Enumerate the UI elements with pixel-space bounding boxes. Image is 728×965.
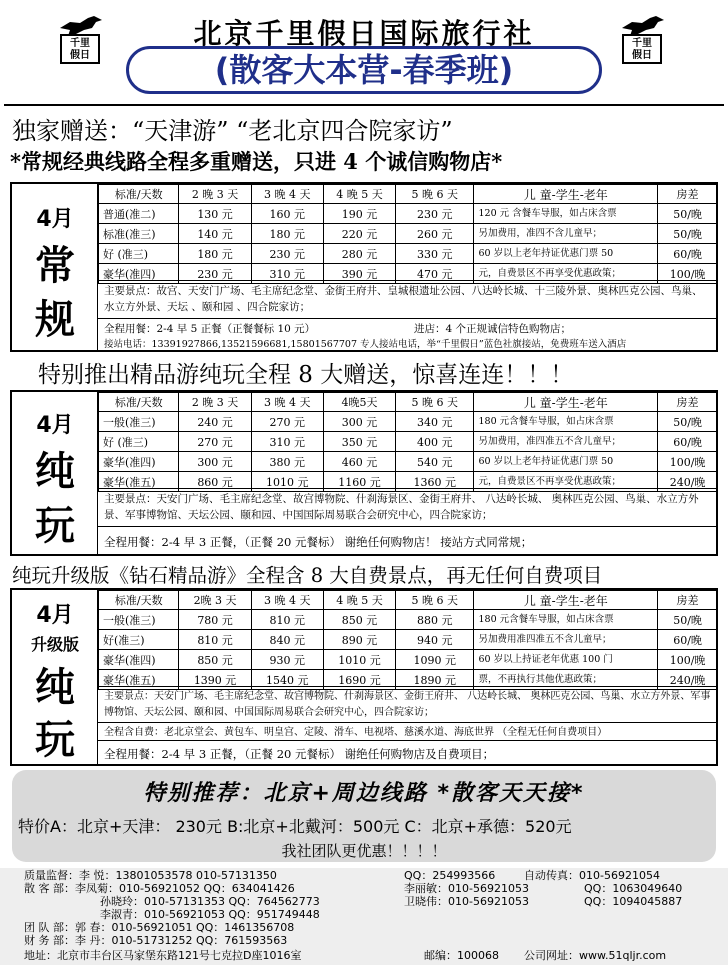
label-char: 规 xyxy=(35,297,75,343)
table-cell: 好(准三) xyxy=(99,630,179,650)
table-header: 3 晚 4 天 xyxy=(251,591,323,610)
table-row xyxy=(99,412,718,432)
contact-text: 质量监督：李 悦：13801053578 010-57131350 xyxy=(24,869,277,882)
label-month: 4月 xyxy=(36,413,74,438)
table-cell: 270 元 xyxy=(179,432,251,452)
agency-subtitle: (散客大本营-春季班) xyxy=(126,46,602,94)
contact-text: 孙晓玲：010-57131353 QQ：764562773 xyxy=(100,895,320,908)
table-cell: 140 元 xyxy=(179,224,251,244)
section-regular xyxy=(10,182,718,352)
label-upgrade: 升级版 xyxy=(30,635,79,654)
table-cell: 840 元 xyxy=(251,630,323,650)
table-cell: 940 元 xyxy=(396,630,474,650)
table-row xyxy=(99,224,718,244)
label-month: 4月 xyxy=(36,207,74,232)
promo-group-note: 我社团队更优惠！！！！ xyxy=(281,842,447,860)
section-premium xyxy=(10,588,718,766)
agency-title: 北京千里假日国际旅行社 xyxy=(193,17,535,50)
table-cell: 1690 元 xyxy=(323,670,395,690)
table-cell: 270 元 xyxy=(251,412,323,432)
table-header: 3 晚 4 天 xyxy=(251,393,323,412)
section-pure xyxy=(10,390,718,556)
label-char: 玩 xyxy=(35,717,75,763)
table-cell: 810 元 xyxy=(179,630,251,650)
table-cell: 100/晚 xyxy=(658,650,718,670)
table-row xyxy=(99,244,718,264)
kid-policy-line: 另加费用，准四准五不含儿童早； xyxy=(474,432,658,452)
table-header: 房差 xyxy=(658,393,718,412)
table-header: 2 晚 3 天 xyxy=(179,185,251,204)
table-cell: 1160 元 xyxy=(323,472,395,492)
contact-text: QQ：254993566 xyxy=(404,869,496,882)
kid-policy-line: 票，不再执行其他优惠政策； xyxy=(474,670,658,690)
table-cell: 230 元 xyxy=(396,204,474,224)
contact-row xyxy=(0,922,728,934)
website-link[interactable]: 公司网址：www.51qljr.com xyxy=(524,949,667,962)
table-cell: 860 元 xyxy=(179,472,251,492)
table-cell: 一般(准三) xyxy=(99,412,179,432)
divider xyxy=(4,104,724,106)
table-header: 3 晚 4 天 xyxy=(251,185,323,204)
table-cell: 460 元 xyxy=(323,452,395,472)
label-month: 4月 xyxy=(36,603,74,628)
self-pay-text: 全程含自费：老北京堂会、黄包车、明皇宫、定陵、滑车、电视塔、慈溪水道、海底世界 （全程无任何自费项目） xyxy=(98,722,718,740)
meals-text: 全程用餐：2-4 早 3 正餐，（正餐 20 元餐标） 谢绝任何购物店！ 接站方式同常规； xyxy=(98,526,718,556)
table-cell: 310 元 xyxy=(251,264,323,284)
table-cell: 340 元 xyxy=(396,412,474,432)
table-header-row xyxy=(99,185,718,204)
table-cell: 300 元 xyxy=(323,412,395,432)
table-cell: 50/晚 xyxy=(658,224,718,244)
table-cell: 50/晚 xyxy=(658,204,718,224)
contact-row xyxy=(0,870,728,882)
table-cell: 100/晚 xyxy=(658,452,718,472)
section-premium-label xyxy=(12,590,98,764)
kid-policy-line: 元，自费景区不再享受优惠政策； xyxy=(474,264,658,284)
table-cell: 豪华(准五) xyxy=(99,670,179,690)
table-header-row xyxy=(99,393,718,412)
contact-text: 团 队 部：郭 春：010-56921051 QQ：1461356708 xyxy=(24,921,295,934)
table-cell: 标准(准三) xyxy=(99,224,179,244)
table-row xyxy=(99,432,718,452)
contact-text: 自动传真：010-56921054 xyxy=(524,869,660,882)
table-cell: 280 元 xyxy=(323,244,395,264)
classic-route-banner: *常规经典线路全程多重赠送，只进 4 个诚信购物店* xyxy=(10,149,503,174)
label-char: 纯 xyxy=(35,449,75,495)
table-cell: 300 元 xyxy=(179,452,251,472)
kid-policy-line: 60 岁以上老年持证优惠门票 50 xyxy=(474,452,658,472)
table-header: 儿 童-学生-老年 xyxy=(474,591,658,610)
table-header: 标准/天数 xyxy=(99,591,179,610)
price-table-pure xyxy=(98,392,718,492)
table-cell: 130 元 xyxy=(179,204,251,224)
table-cell: 220 元 xyxy=(323,224,395,244)
contact-row xyxy=(0,909,728,921)
table-cell: 1360 元 xyxy=(396,472,474,492)
table-header: 标准/天数 xyxy=(99,185,179,204)
table-cell: 50/晚 xyxy=(658,610,718,630)
table-cell: 810 元 xyxy=(251,610,323,630)
table-cell: 880 元 xyxy=(396,610,474,630)
table-cell: 890 元 xyxy=(323,630,395,650)
table-cell: 1010 元 xyxy=(323,650,395,670)
table-cell: 一般(准三) xyxy=(99,610,179,630)
table-cell: 1540 元 xyxy=(251,670,323,690)
table-row xyxy=(99,204,718,224)
table-cell: 好 (准三) xyxy=(99,244,179,264)
table-header: 4 晚 5 天 xyxy=(323,185,395,204)
table-cell: 普通(准二) xyxy=(99,204,179,224)
meals-and-pickup xyxy=(98,318,718,352)
table-cell: 160 元 xyxy=(251,204,323,224)
contact-text: 散 客 部：李凤菊：010-56921052 QQ：634041426 xyxy=(24,882,295,895)
table-cell: 1090 元 xyxy=(396,650,474,670)
kid-policy-line: 60 岁以上持证老年优惠 100 门 xyxy=(474,650,658,670)
promo-headline: 特别推荐：北京+周边线路 *散客天天接* xyxy=(143,781,585,806)
table-header: 标准/天数 xyxy=(99,393,179,412)
table-cell: 380 元 xyxy=(251,452,323,472)
table-cell: 1890 元 xyxy=(396,670,474,690)
contact-text: QQ：1063049640 xyxy=(584,882,683,895)
table-cell: 1390 元 xyxy=(179,670,251,690)
table-cell: 400 元 xyxy=(396,432,474,452)
section-pure-label xyxy=(12,392,98,554)
table-cell: 330 元 xyxy=(396,244,474,264)
table-cell: 好 (准三) xyxy=(99,432,179,452)
table-cell: 豪华(准四) xyxy=(99,452,179,472)
contact-text: 李淑青：010-56921053 QQ：951749448 xyxy=(100,908,320,921)
pickup-text: 接站电话：13391927866,13521596681,15801567707 专人接站电话，举“千里假日”蓝色社旗接站，免费班车送入酒店 xyxy=(104,339,627,350)
table-row xyxy=(99,630,718,650)
table-header: 2晚 3 天 xyxy=(179,591,251,610)
logo-text: 千里 假日 xyxy=(60,34,100,64)
table-cell: 60/晚 xyxy=(658,630,718,650)
table-header: 5 晚 6 天 xyxy=(396,393,474,412)
kid-policy-line: 120 元 含餐车导服，如占床含票 xyxy=(474,204,658,224)
table-cell: 230 元 xyxy=(179,264,251,284)
table-cell: 豪华(准四) xyxy=(99,650,179,670)
table-row xyxy=(99,452,718,472)
table-header: 4晚5天 xyxy=(323,393,395,412)
table-cell: 180 元 xyxy=(179,244,251,264)
table-cell: 540 元 xyxy=(396,452,474,472)
table-cell: 930 元 xyxy=(251,650,323,670)
table-cell: 240/晚 xyxy=(658,670,718,690)
meals-text: 全程用餐：2-4 早 5 正餐（正餐餐标 10 元） xyxy=(104,323,316,335)
boutique-banner: 特别推出精品游纯玩全程 8 大赠送，惊喜连连！！！ xyxy=(38,362,574,388)
contact-text: 卫晓伟：010-56921053 xyxy=(404,895,529,908)
table-cell: 850 元 xyxy=(323,610,395,630)
label-char: 玩 xyxy=(35,503,75,549)
table-header: 2 晚 3 天 xyxy=(179,393,251,412)
contact-row xyxy=(0,935,728,947)
table-cell: 豪华(准五) xyxy=(99,472,179,492)
table-cell: 240 元 xyxy=(179,412,251,432)
table-cell: 240/晚 xyxy=(658,472,718,492)
price-table-premium xyxy=(98,590,718,690)
table-header: 房差 xyxy=(658,185,718,204)
table-cell: 780 元 xyxy=(179,610,251,630)
meals-text: 全程用餐：2-4 早 3 正餐，（正餐 20 元餐标） 谢绝任何购物店及自费项目； xyxy=(98,740,718,766)
kid-policy-line: 60 岁以上老年持证优惠门票 50 xyxy=(474,244,658,264)
table-cell: 260 元 xyxy=(396,224,474,244)
shops-text: 进店：4 个正规诚信特色购物店； xyxy=(414,323,572,335)
contact-row xyxy=(0,883,728,895)
exclusive-gift-banner: 独家赠送：“天津游” “老北京四合院家访” xyxy=(12,117,453,145)
table-cell: 50/晚 xyxy=(658,412,718,432)
table-cell: 60/晚 xyxy=(658,244,718,264)
table-row xyxy=(99,650,718,670)
postcode-text: 邮编：100068 xyxy=(424,949,499,962)
contact-row xyxy=(0,896,728,908)
table-header: 儿 童-学生-老年 xyxy=(474,393,658,412)
contact-row xyxy=(0,950,728,962)
table-header: 房差 xyxy=(658,591,718,610)
kid-policy-line: 元，自费景区不再享受优惠政策； xyxy=(474,472,658,492)
section-regular-label xyxy=(12,184,98,350)
table-cell: 310 元 xyxy=(251,432,323,452)
kid-policy-line: 另加费用准四准五不含儿童早； xyxy=(474,630,658,650)
kid-policy-line: 180 元含餐车导服，如占床含票 xyxy=(474,610,658,630)
table-cell: 180 元 xyxy=(251,224,323,244)
price-table-regular xyxy=(98,184,718,284)
sights-text: 主要景点：故宫、天安门广场、毛主席纪念堂、金街王府井、皇城根遗址公园、八达岭长城、十三陵外景、奥林匹克公园、鸟巢、水立方外景、天坛 、颐和园 、四合院家访； xyxy=(98,280,718,318)
table-header: 5 晚 6 天 xyxy=(396,591,474,610)
table-cell: 230 元 xyxy=(251,244,323,264)
sights-text: 主要景点：天安门广场、毛主席纪念堂、故宫博物院、什刹海景区、金街王府井、 八达岭长城、 奥林匹克公园、鸟巢、水立方外景、军事博物馆、天坛公园、颐和园、中国国际周易联合会研究中心，四合院家访； xyxy=(98,488,718,526)
address-text: 地址：北京市丰台区马家堡东路121号七克拉D座1016室 xyxy=(24,949,302,962)
contact-text: QQ：1094045887 xyxy=(584,895,683,908)
table-cell: 470 元 xyxy=(396,264,474,284)
table-header: 儿 童-学生-老年 xyxy=(474,185,658,204)
kid-policy-line: 另加费用，准四不含儿童早； xyxy=(474,224,658,244)
promo-prices: 特价A：北京+天津： 230元 B:北京+北戴河：500元 C：北京+承德：520元 xyxy=(18,817,572,836)
sights-text: 主要景点：天安门广场、毛主席纪念堂、故宫博物院、什刹海景区、金街王府井、 八达岭长城、 奥林匹克公园、鸟巢、水立方外景、军事博物馆、天坛公园、颐和园、中国国际周易联合会研究中心，四合院家访； xyxy=(98,686,718,722)
table-cell: 390 元 xyxy=(323,264,395,284)
table-row xyxy=(99,610,718,630)
contact-text: 财 务 部：李 丹：010-51731252 QQ：761593563 xyxy=(24,934,288,947)
table-header: 5 晚 6 天 xyxy=(396,185,474,204)
table-cell: 100/晚 xyxy=(658,264,718,284)
table-cell: 1010 元 xyxy=(251,472,323,492)
table-cell: 850 元 xyxy=(179,650,251,670)
table-header: 4 晚 5 天 xyxy=(323,591,395,610)
table-cell: 350 元 xyxy=(323,432,395,452)
table-cell: 190 元 xyxy=(323,204,395,224)
label-char: 纯 xyxy=(35,665,75,711)
contact-footer xyxy=(0,868,728,965)
table-header-row xyxy=(99,591,718,610)
promo-box xyxy=(12,770,716,862)
table-cell: 60/晚 xyxy=(658,432,718,452)
table-cell: 豪华(准四) xyxy=(99,264,179,284)
logo-text: 千里 假日 xyxy=(622,34,662,64)
kid-policy-line: 180 元含餐车导服，如占床含票 xyxy=(474,412,658,432)
label-char: 常 xyxy=(35,243,75,289)
diamond-tour-banner: 纯玩升级版《钻石精品游》全程含 8 大自费景点，再无任何自费项目 xyxy=(12,564,603,587)
contact-text: 李丽敏：010-56921053 xyxy=(404,882,529,895)
